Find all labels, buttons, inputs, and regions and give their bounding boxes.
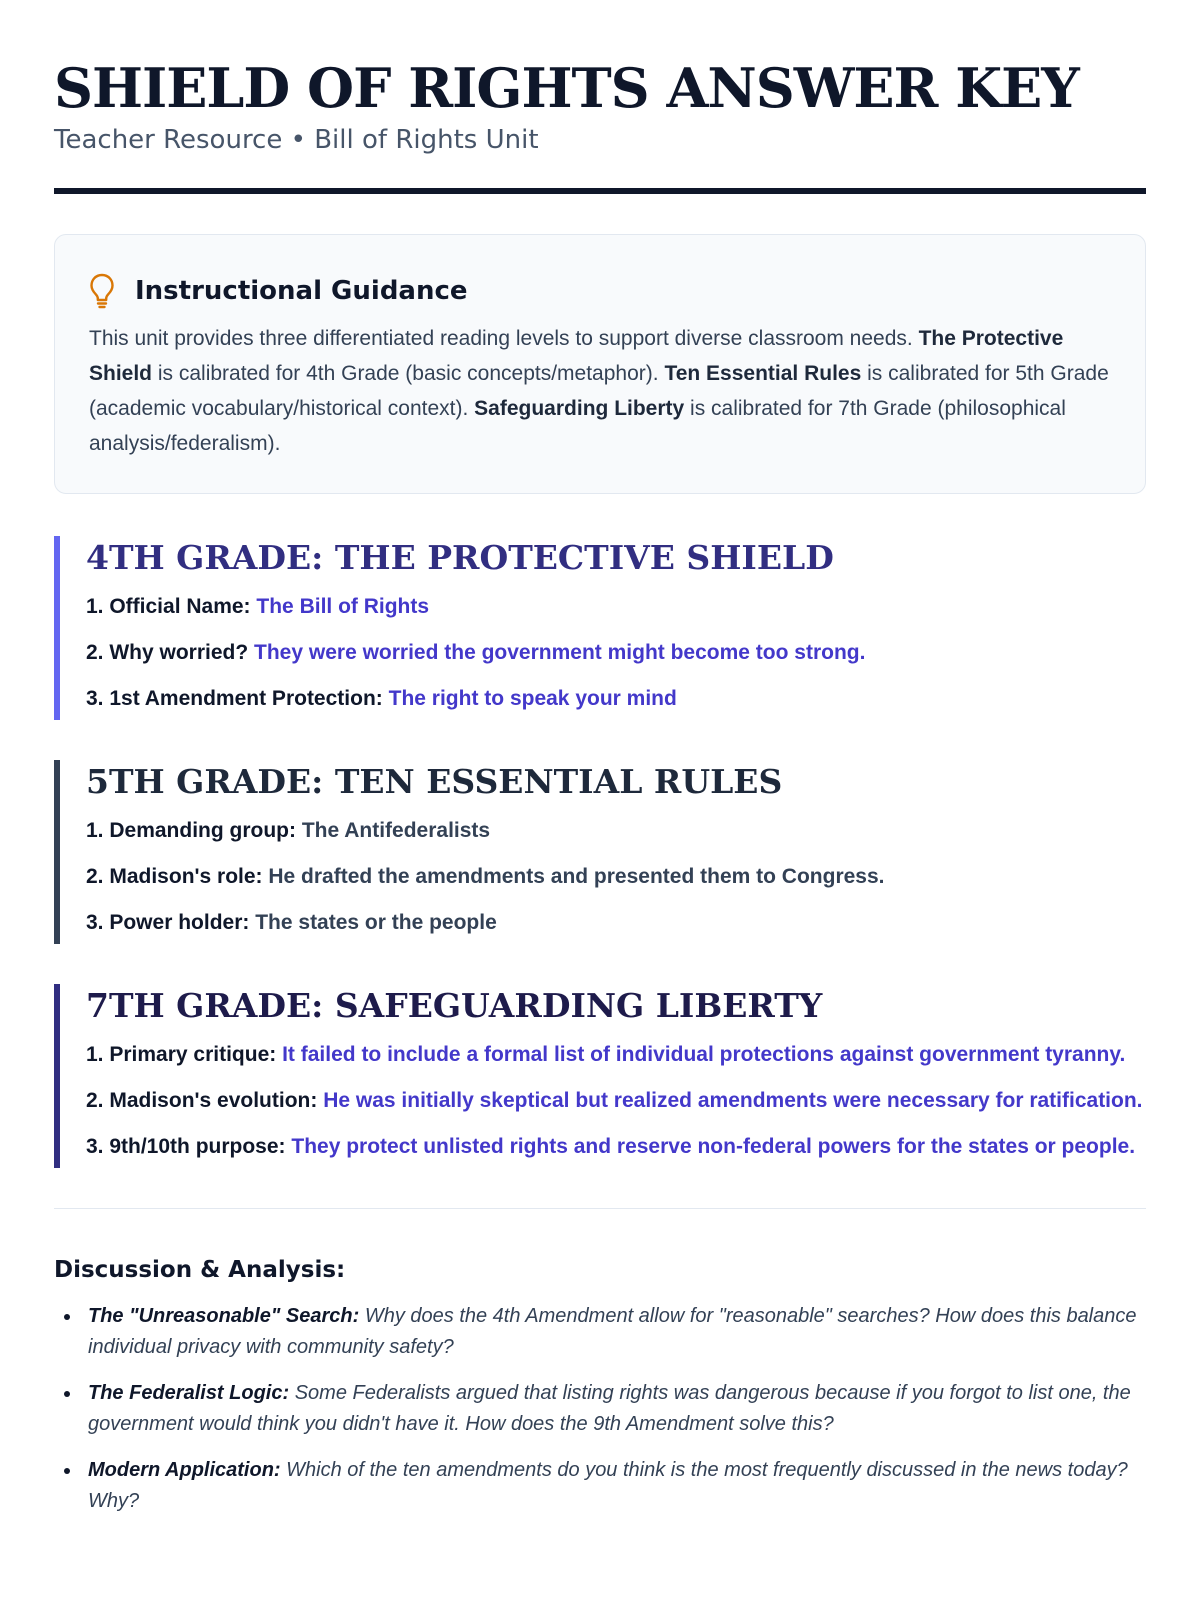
answer-item (86, 630, 1146, 676)
guidance-level-desc: is calibrated for 5th Grade (academic vocabulary/historical context). (89, 362, 1109, 420)
discussion-item (88, 1455, 1146, 1517)
guidance-level-name: Ten Essential Rules (664, 362, 862, 385)
answer-text: The Bill of Rights (256, 595, 430, 618)
discussion-title: Discussion & Analysis: (54, 1257, 346, 1283)
answer-text: It failed to include a formal list of individual protections against government tyranny. (282, 1043, 1126, 1066)
question-label: 1. Primary critique: (86, 1043, 277, 1066)
answer-item (86, 1032, 1146, 1078)
guidance-level-desc: is calibrated for 7th Grade (philosophical analysis/federalism). (89, 397, 1066, 455)
question-label: 2. Madison's role: (86, 865, 263, 888)
question-label: 2. Madison's evolution: (86, 1089, 318, 1112)
grade-4-section (54, 536, 1146, 720)
guidance-intro: This unit provides three differentiated reading levels to support diverse classroom needs. (89, 327, 919, 350)
discussion-list (54, 1301, 1146, 1517)
guidance-text (89, 321, 1111, 461)
question-label: 1. Demanding group: (86, 819, 296, 842)
section-divider (54, 1208, 1146, 1209)
guidance-level-name: The Protective Shield (89, 327, 1064, 385)
answer-item (86, 1124, 1146, 1170)
guidance-header (89, 271, 1111, 311)
question-label: 1. Official Name: (86, 595, 251, 618)
question-label: 3. 9th/10th purpose: (86, 1135, 286, 1158)
discussion-item-text: Why does the 4th Amendment allow for "reasonable" searches? How does this balance individual privacy with community safety? (88, 1305, 1137, 1358)
instructional-guidance-box (54, 234, 1146, 494)
guidance-level-name: Safeguarding Liberty (474, 397, 685, 420)
discussion-item (88, 1378, 1146, 1440)
grade-section-title: 7TH GRADE: SAFEGUARDING LIBERTY (86, 986, 823, 1025)
guidance-title: Instructional Guidance (135, 276, 468, 306)
discussion-item-label: The "Unreasonable" Search: (88, 1305, 360, 1327)
answer-item (86, 808, 1146, 854)
discussion-item-text: Which of the ten amendments do you think is the most frequently discussed in the news today? Why? (88, 1459, 1128, 1512)
question-label: 3. Power holder: (86, 911, 250, 934)
guidance-level-desc: is calibrated for 4th Grade (basic concepts/metaphor). (152, 362, 665, 385)
discussion-section (54, 1255, 1146, 1517)
header-divider (54, 188, 1146, 194)
answer-text: The states or the people (255, 911, 497, 934)
answer-item (86, 676, 1146, 722)
page-title: SHIELD OF RIGHTS ANSWER KEY (54, 56, 1079, 120)
grade-section-title: 4TH GRADE: THE PROTECTIVE SHIELD (86, 538, 834, 577)
answer-item (86, 900, 1146, 946)
grade-section-title: 5TH GRADE: TEN ESSENTIAL RULES (86, 762, 783, 801)
lightbulb-icon (89, 273, 115, 309)
question-label: 2. Why worried? (86, 641, 249, 664)
page-subtitle: Teacher Resource • Bill of Rights Unit (54, 125, 539, 155)
answer-item (86, 854, 1146, 900)
discussion-item-label: The Federalist Logic: (88, 1382, 290, 1404)
discussion-item-label: Modern Application: (88, 1459, 281, 1481)
question-label: 3. 1st Amendment Protection: (86, 687, 383, 710)
answer-text: He drafted the amendments and presented them to Congress. (268, 865, 885, 888)
discussion-item (88, 1301, 1146, 1363)
grade-5-section (54, 760, 1146, 944)
grade-7-section (54, 984, 1146, 1168)
answer-text: They were worried the government might become too strong. (254, 641, 866, 664)
discussion-item-text: Some Federalists argued that listing rights was dangerous because if you forgot to list one, the government would think you didn't have it. How does the 9th Amendment solve this? (88, 1382, 1131, 1435)
answer-text: They protect unlisted rights and reserve non-federal powers for the states or people. (291, 1135, 1136, 1158)
answer-text: The Antifederalists (301, 819, 491, 842)
answer-text: He was initially skeptical but realized amendments were necessary for ratification. (323, 1089, 1143, 1112)
answer-text: The right to speak your mind (388, 687, 677, 710)
answer-item (86, 584, 1146, 630)
answer-item (86, 1078, 1146, 1124)
